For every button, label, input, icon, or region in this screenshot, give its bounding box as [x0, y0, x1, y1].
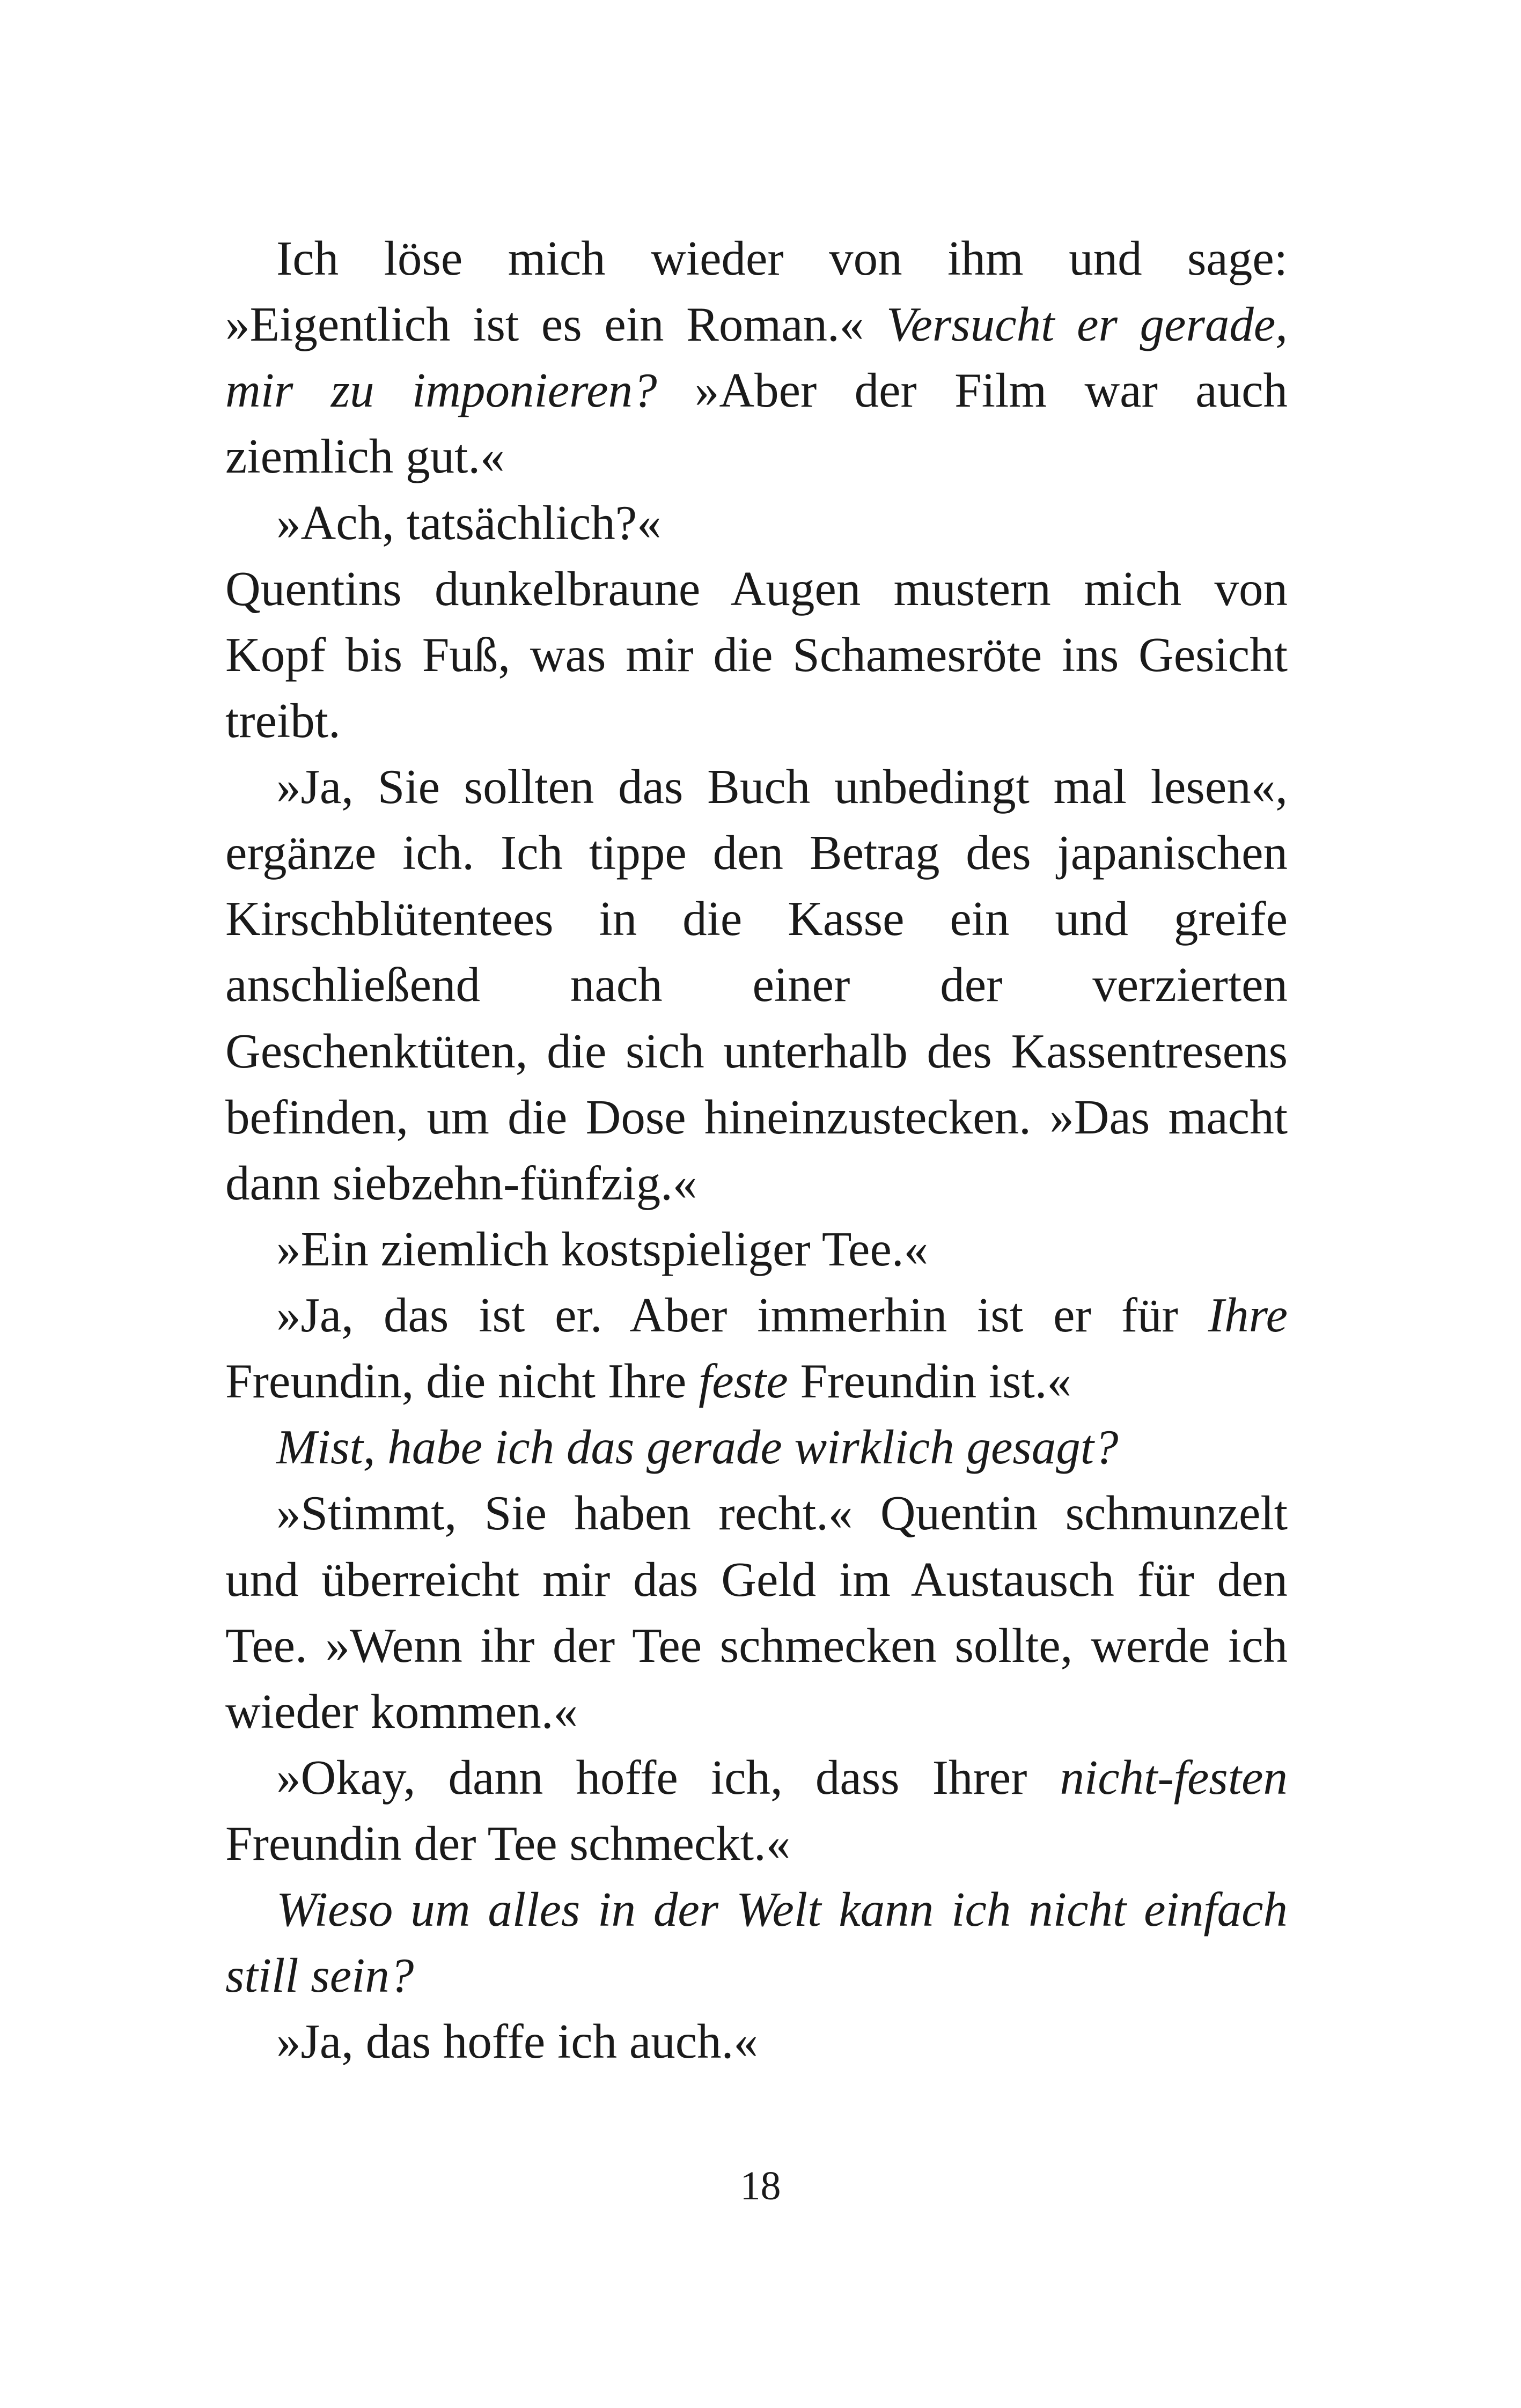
paragraph	[225, 225, 1288, 490]
text-run: »Ein ziemlich kostspieliger Tee.«	[276, 1221, 929, 1276]
paragraph	[225, 556, 1288, 754]
paragraph	[225, 1282, 1288, 1414]
text-run: Ich löse mich wieder von ihm und sage: »Eigentlich ist es ein Roman.«	[225, 231, 1288, 352]
paragraph	[225, 754, 1288, 1216]
text-run: »Okay, dann hoffe ich, dass Ihrer	[276, 1750, 1060, 1805]
paragraph	[225, 1216, 1288, 1282]
text-run-italic: Wieso um alles in der Welt kann ich nicht einfach still sein?	[225, 1882, 1288, 2003]
text-run: »Ach, tatsächlich?«	[276, 495, 662, 550]
text-run: »Ja, das ist er. Aber immerhin ist er für	[276, 1288, 1208, 1342]
page-number: 18	[740, 2163, 781, 2208]
paragraph	[225, 490, 1288, 556]
text-run-italic: Ihre	[1208, 1288, 1288, 1342]
body-text	[225, 225, 1288, 2075]
text-run: »Aber der Film war auch ziemlich gut.«	[225, 363, 1288, 484]
paragraph	[225, 1414, 1288, 1480]
text-run: Freundin ist.«	[788, 1354, 1072, 1409]
paragraph	[225, 1876, 1288, 2008]
text-run-italic: Mist, habe ich das gerade wirklich gesagt?	[276, 1420, 1119, 1475]
text-run-italic: Versucht er gerade, mir zu imponieren?	[225, 297, 1288, 418]
text-run: Freundin, die nicht Ihre	[225, 1354, 699, 1409]
text-run: Quentins dunkelbraune Augen mustern mich von Kopf bis Fuß, was mir die Schamesröte ins Gesicht treibt.	[225, 561, 1288, 748]
paragraph	[225, 1744, 1288, 1876]
text-run: »Ja, Sie sollten das Buch unbedingt mal lesen«, ergänze ich. Ich tippe den Betrag des japanischen Kirschblütentees in die Kasse ein und greife anschließend nach einer der verzierten Geschenktüten, die sich unterhalb des Kassentresens befinden, um die Dose hineinzustecken. »Das macht dann siebzehn-fünfzig.«	[225, 760, 1288, 1210]
text-run: »Stimmt, Sie haben recht.« Quentin schmunzelt und überreicht mir das Geld im Austausch für den Tee. »Wenn ihr der Tee schmecken sollte, werde ich wieder kommen.«	[225, 1486, 1288, 1739]
text-run-italic: feste	[698, 1354, 788, 1409]
paragraph	[225, 2008, 1288, 2074]
text-run: Freundin der Tee schmeckt.«	[225, 1816, 791, 1871]
paragraph	[225, 1480, 1288, 1744]
text-run-italic: nicht-festen	[1060, 1750, 1288, 1805]
text-run: »Ja, das hoffe ich auch.«	[276, 2014, 758, 2069]
